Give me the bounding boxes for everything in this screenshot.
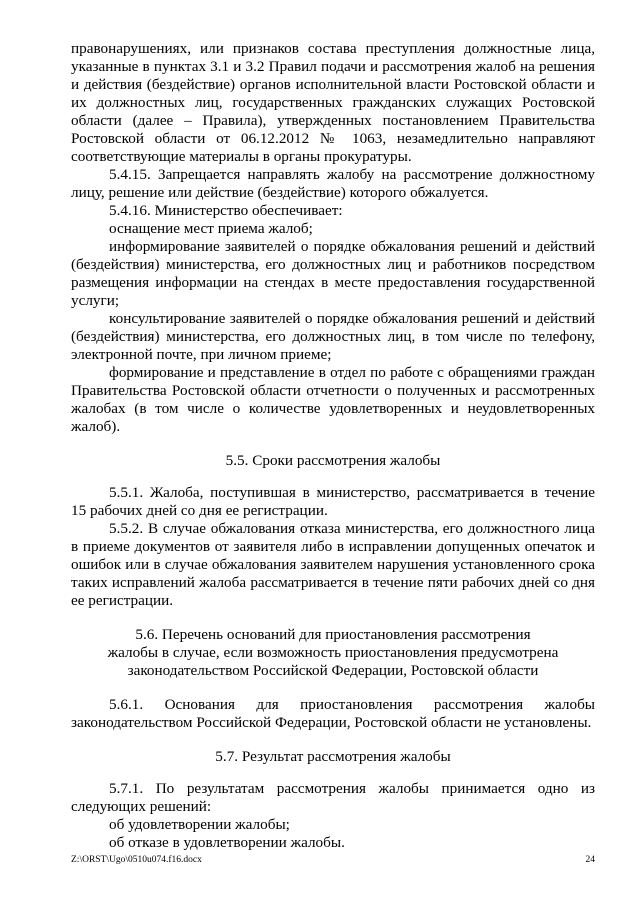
- text-line: 5.6.1. Основания для приостановления рассмотрения жалобы: [109, 696, 595, 713]
- text-line: консультирование заявителей о порядке обжалования решений и действий: [109, 310, 595, 327]
- text-line: об отказе в удовлетворении жалобы.: [109, 834, 345, 851]
- text-line: электронной почте, при личном приеме;: [71, 346, 332, 363]
- text-line: об удовлетворении жалобы;: [109, 816, 290, 833]
- section-heading: законодательством Российской Федерации, Ростовской области: [127, 662, 539, 679]
- text-line: правонарушениях, или признаков состава преступления должностные лица,: [71, 40, 595, 57]
- text-line: Ростовской области от 06.12.2012 № 1063, незамедлительно направляют: [71, 130, 595, 147]
- text-line: таких исправлений жалоба рассматривается в течение пяти рабочих дней со дня: [71, 574, 595, 591]
- text-line: жалоб).: [71, 418, 121, 435]
- text-line: оснащение мест приема жалоб;: [109, 220, 313, 237]
- page-number: 24: [585, 855, 595, 865]
- text-line: указанные в пунктах 3.1 и 3.2 Правил подачи и рассмотрения жалоб на решения: [71, 58, 595, 75]
- text-line: в приеме документов от заявителя либо в исправлении допущенных опечаток и: [71, 538, 595, 555]
- text-line: ее регистрации.: [71, 592, 174, 609]
- text-line: законодательством Российской Федерации, Ростовской области не установлены.: [71, 714, 592, 731]
- text-line: Правительства Ростовской области отчетности о полученных и рассмотренных: [71, 382, 595, 399]
- text-line: 5.5.1. Жалоба, поступившая в министерство, рассматривается в течение: [109, 484, 595, 501]
- text-line: 5.7.1. По результатам рассмотрения жалобы принимается одно из: [109, 780, 595, 797]
- text-line: (бездействия) министерства, его должностных лиц и работников посредством: [71, 256, 595, 273]
- text-line: (бездействия) министерства, его должностных лиц, в том числе по телефону,: [71, 328, 595, 345]
- text-line: размещения информации на стендах в месте предоставления государственной: [71, 274, 595, 291]
- text-line: информирование заявителей о порядке обжалования решений и действий: [109, 238, 595, 255]
- text-line: 5.4.15. Запрещается направлять жалобу на рассмотрение должностному: [109, 166, 595, 183]
- section-heading: жалобы в случае, если возможность приостановления предусмотрена: [107, 644, 559, 661]
- text-line: 5.4.16. Министерство обеспечивает:: [109, 202, 343, 219]
- footer-file-path: Z:\ORST\Ugo\0510u074.f16.docx: [71, 855, 202, 865]
- text-line: 5.5.2. В случае обжалования отказа министерства, его должностного лица: [109, 520, 595, 537]
- text-line: и действия (бездействие) органов исполнительной власти Ростовской области и: [71, 76, 595, 93]
- text-line: следующих решений:: [71, 798, 212, 815]
- section-heading: 5.6. Перечень оснований для приостановления рассмотрения: [135, 626, 531, 643]
- text-line: услуги;: [71, 292, 120, 309]
- text-line: 15 рабочих дней со дня ее регистрации.: [71, 502, 328, 519]
- text-line: жалобах (в том числе о количестве удовлетворенных и неудовлетворенных: [71, 400, 595, 417]
- text-line: их должностных лиц, государственных гражданских служащих Ростовской: [71, 94, 595, 111]
- text-line: соответствующие материалы в органы прокуратуры.: [71, 148, 412, 165]
- text-line: формирование и представление в отдел по работе с обращениями граждан: [109, 364, 595, 381]
- text-line: лицу, решение или действие (бездействие) которого обжалуется.: [71, 184, 489, 201]
- section-heading: 5.5. Сроки рассмотрения жалобы: [225, 452, 441, 469]
- text-line: области (далее – Правила), утвержденных постановлением Правительства: [71, 112, 595, 129]
- text-line: ошибок или в случае обжалования заявителем нарушения установленного срока: [71, 556, 595, 573]
- section-heading: 5.7. Результат рассмотрения жалобы: [215, 748, 451, 765]
